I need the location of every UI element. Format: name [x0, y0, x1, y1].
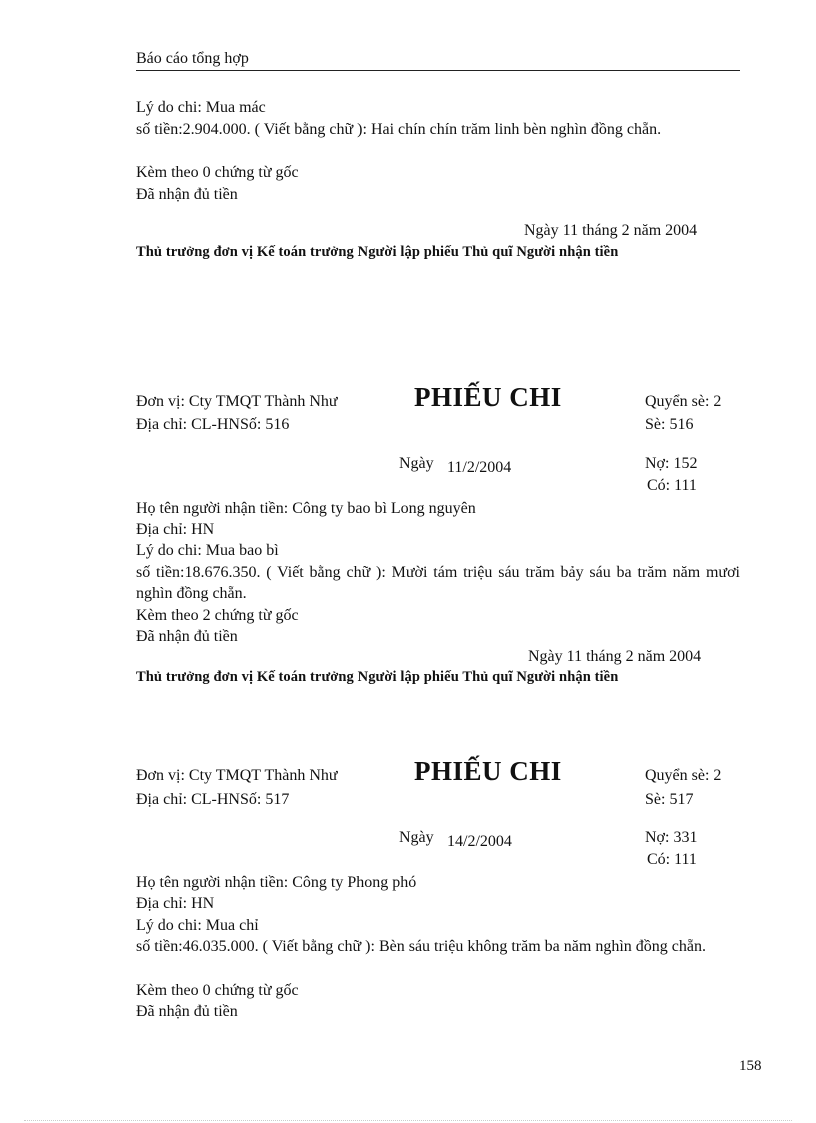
date-label: Ngày: [399, 455, 434, 472]
date-value: 11/2/2004: [447, 459, 512, 476]
received-note: Đã nhận đủ tiền: [136, 186, 238, 203]
page-number: 158: [739, 1058, 762, 1074]
page-header: Báo cáo tổng hợp: [136, 50, 740, 71]
amount-line: số tiền:46.035.000. ( Viết bằng chữ ): Bèn sáu triệu không trăm ba năm nghìn đồng chẵn.: [136, 938, 706, 955]
sign-date: Ngày 11 tháng 2 năm 2004: [528, 648, 702, 665]
credit-account: Có: 111: [647, 477, 697, 494]
voucher-title: PHIẾU CHI: [414, 756, 562, 786]
unit-name: Đơn vị: Cty TMQT Thành Như: [136, 393, 338, 410]
date-value: 14/2/2004: [447, 833, 512, 850]
voucher-title: PHIẾU CHI: [414, 382, 562, 412]
receiver-address: Địa chỉ: HN: [136, 521, 215, 538]
debit-account: Nợ: 152: [645, 455, 698, 472]
voucher-number: Sè: 516: [645, 416, 694, 433]
receiver-name: Họ tên người nhận tiền: Công ty bao bì Long nguyên: [136, 500, 476, 517]
receiver-name: Họ tên người nhận tiền: Công ty Phong phó: [136, 874, 417, 891]
payment-reason: Lý do chi: Mua chỉ: [136, 917, 259, 934]
payment-reason: Lý do chi: Mua bao bì: [136, 542, 279, 559]
attachments: Kèm theo 0 chứng từ gốc: [136, 164, 299, 181]
unit-address: Địa chỉ: CL-HNSố: 516: [136, 416, 290, 433]
received-note: Đã nhận đủ tiền: [136, 628, 238, 645]
debit-account: Nợ: 331: [645, 829, 698, 846]
unit-address: Địa chỉ: CL-HNSố: 517: [136, 791, 290, 808]
date-label: Ngày: [399, 829, 434, 846]
unit-name: Đơn vị: Cty TMQT Thành Như: [136, 767, 338, 784]
book-number: Quyển sè: 2: [645, 393, 722, 410]
signers-row: Thủ trưởng đơn vị Kế toán trưởng Người lập phiếu Thủ quĩ Người nhận tiền: [136, 669, 619, 685]
voucher-number: Sè: 517: [645, 791, 694, 808]
attachments: Kèm theo 0 chứng từ gốc: [136, 982, 299, 999]
footer-divider: [24, 1120, 792, 1121]
signers-row: Thủ trưởng đơn vị Kế toán trưởng Người lập phiếu Thủ quĩ Người nhận tiền: [136, 244, 619, 260]
amount-line: số tiền:2.904.000. ( Viết bằng chữ ): Hai chín chín trăm linh bèn nghìn đồng chẵn.: [136, 121, 662, 138]
payment-reason: Lý do chi: Mua mác: [136, 99, 266, 116]
amount-line: số tiền:18.676.350. ( Viết bằng chữ ): Mười tám triệu sáu trăm bảy sáu ba trăm năm mươi nghìn đồng chẵn.: [136, 564, 740, 602]
attachments: Kèm theo 2 chứng từ gốc: [136, 607, 299, 624]
credit-account: Có: 111: [647, 851, 697, 868]
received-note: Đã nhận đủ tiền: [136, 1003, 238, 1020]
book-number: Quyển sè: 2: [645, 767, 722, 784]
sign-date: Ngày 11 tháng 2 năm 2004: [524, 222, 698, 239]
receiver-address: Địa chỉ: HN: [136, 895, 215, 912]
